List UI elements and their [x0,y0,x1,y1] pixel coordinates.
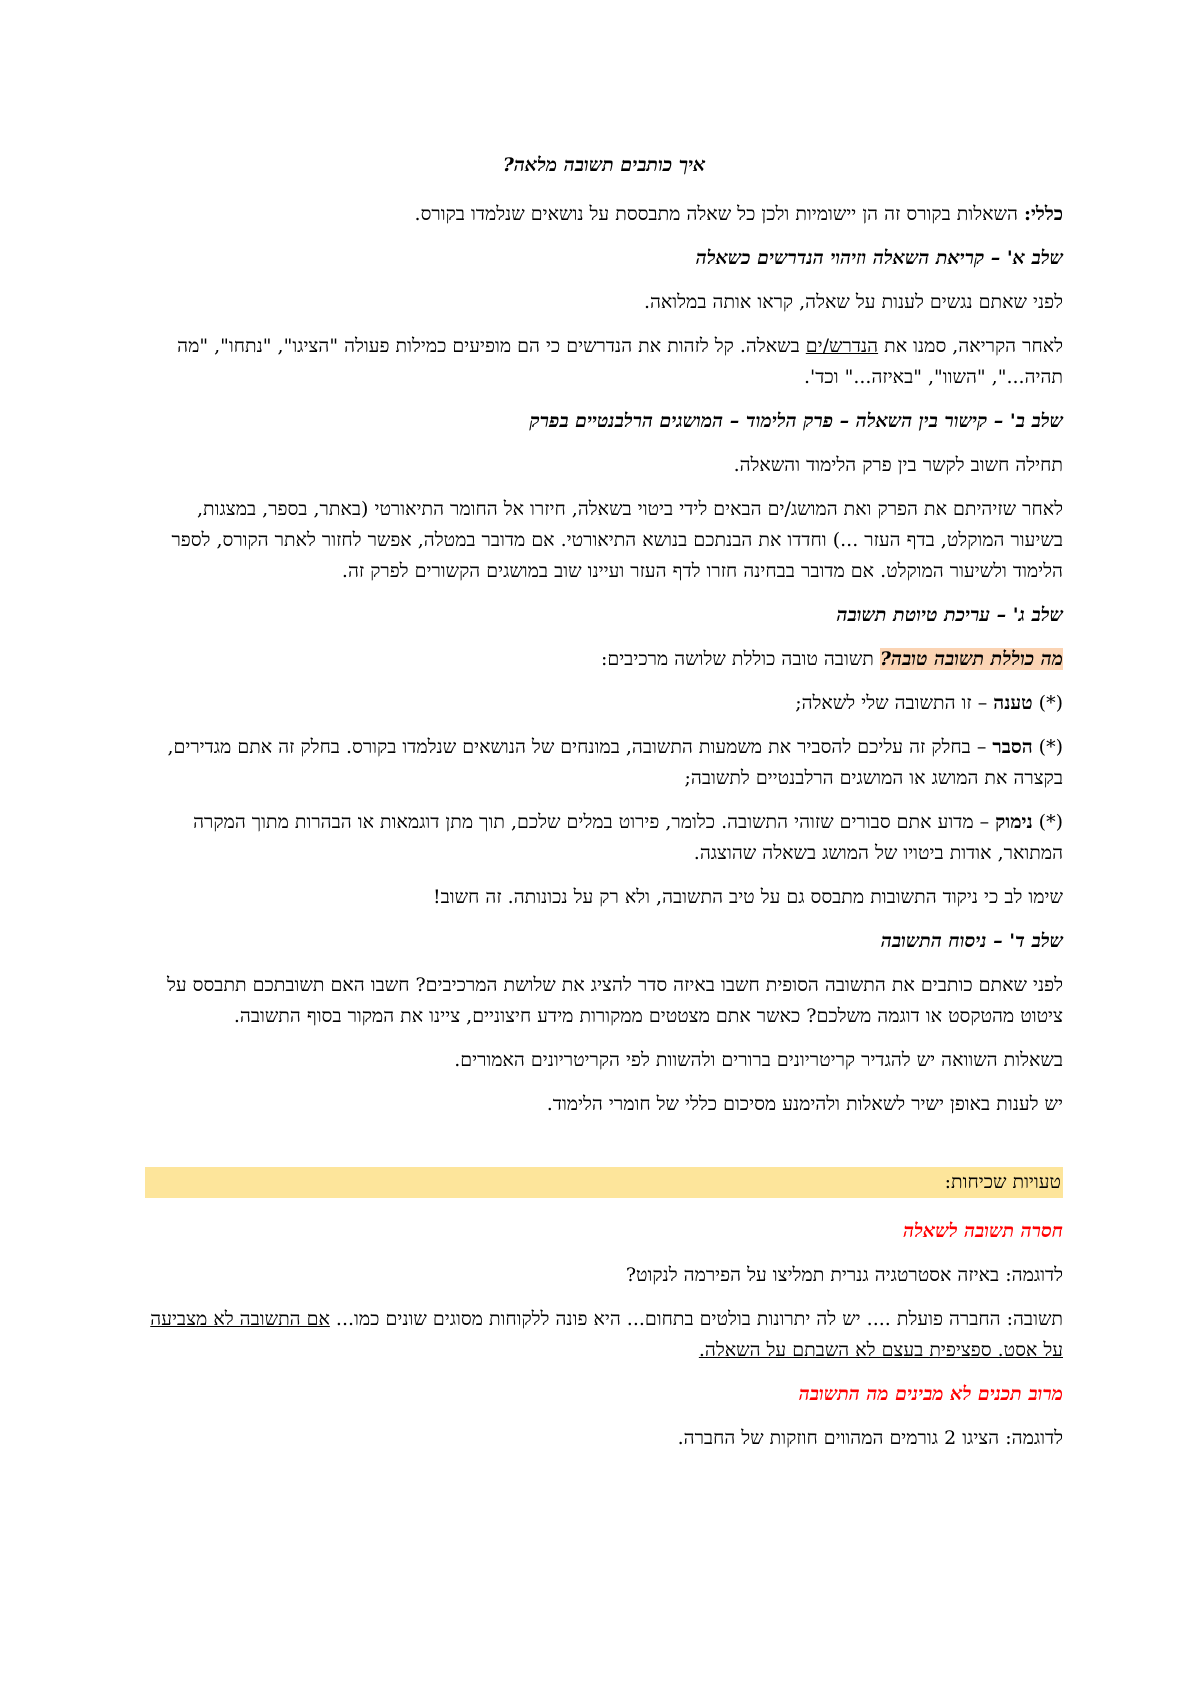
explanation-bullet: (*) [1032,736,1063,758]
stage-b-paragraph-1: תחילה חשוב לקשר בין פרק הלימוד והשאלה. [733,454,1063,476]
stage-d-paragraph-1: לפני שאתם כותבים את התשובה הסופית חשבו באיזה סדר להציג את שלושת המרכיבים? חשבו האם תשובתכם תתבסס על ציטוט מהטקסט או דוגמה משלכם? כאשר אתם מצטטים ממקורות מידע חיצוניים, ציינו את המקור בסוף התשובה. [167,974,1063,1027]
stage-a-paragraph-1: לפני שאתם נגשים לענות על שאלה, קראו אותה במלואה. [643,291,1063,313]
stage-a-text-before: לאחר הקריאה, סמנו את [878,335,1063,357]
page-title: איך כותבים תשובה מלאה? [502,154,706,176]
good-answer-paragraph [145,644,1063,675]
claim-text: – זו התשובה שלי לשאלה; [795,692,994,714]
general-paragraph [145,199,1063,230]
reasoning-bullet: (*) [1032,811,1063,833]
grading-note: שימו לב כי ניקוד התשובות מתבסס גם על טיב התשובה, ולא רק על נכונותה. זה חשוב! [433,886,1063,908]
explanation-item [145,732,1063,794]
stage-b-heading: שלב ב' – קישור בין השאלה – פרק הלימוד – המושגים הרלבנטיים בפרק [529,410,1063,432]
mistake-1-title: חסרה תשובה לשאלה [903,1220,1063,1242]
good-answer-highlight: מה כוללת תשובה טובה? [879,648,1063,670]
stage-b-paragraph-2: לאחר שזיהיתם את הפרק ואת המושג/ים הבאים לידי ביטוי בשאלה, חיזרו אל החומר התיאורטי (באתר, בספר, במצגות, בשיעור המוקלט, בדף העזר ...) וחדדו את הבנתכם בנושא התיאורטי. אם מדובר במטלה, אפשר לחזור לאתר הקורס, לספר הלימוד ולשיעור המוקלט. אם מדובר בבחינה חזרו לדף העזר ועיינו שוב במושגים הקשורים לפרק זה. [171,498,1063,582]
good-answer-text: תשובה טובה כוללת שלושה מרכיבים: [600,648,880,670]
claim-item [145,688,1063,719]
mistake-2-title: מרוב תכנים לא מבינים מה התשובה [798,1383,1063,1405]
general-text: השאלות בקורס זה הן יישומיות ולכן כל שאלה מתבססת על נושאים שנלמדו בקורס. [414,203,1024,225]
stage-a-underlined-term: הנדרש/ים [805,335,879,357]
claim-bullet: (*) [1032,692,1063,714]
general-label: כללי: [1023,203,1063,225]
mistake-1-example: לדוגמה: באיזה אסטרטגיה גנרית תמליצו על הפירמה לנקוט? [625,1264,1063,1286]
stage-d-heading: שלב ד' – ניסוח התשובה [880,930,1063,952]
mistake-2-example: לדוגמה: הציגו 2 גורמים המהווים חוזקות של החברה. [677,1427,1063,1449]
explanation-label: הסבר [992,736,1033,758]
claim-label: טענה [993,692,1033,714]
stage-a-paragraph-2 [145,331,1063,393]
reasoning-label: נימוק [995,811,1033,833]
reasoning-text: – מדוע אתם סבורים שזוהי התשובה. כלומר, פירוט במלים שלכם, תוך מתן דוגמאות או הבהרות מתוך המקרה המתואר, אודות ביטויו של המושג בשאלה שהוצגה. [193,811,1063,864]
stage-a-text-after: בשאלה. קל לזהות את הנדרשים כי הם מופיעים כמילות פעולה "הציגו", "נתחו", "מה תהיה...", "השוו", "באיזה..." וכד'. [177,335,1063,388]
mistake-1-answer-text: תשובה: החברה פועלת .... יש לה יתרונות בולטים בתחום... היא פונה ללקוחות מסוגים שונים כמו... [329,1308,1063,1330]
stage-d-paragraph-3: יש לענות באופן ישיר לשאלות ולהימנע מסיכום כללי של חומרי הלימוד. [546,1093,1063,1115]
stage-d-paragraph-2: בשאלות השוואה יש להגדיר קריטריונים ברורים ולהשוות לפי הקריטריונים האמורים. [454,1049,1063,1071]
reasoning-item [145,807,1063,869]
common-mistakes-heading: טעויות שכיחות: [145,1167,1063,1198]
stage-a-heading: שלב א' – קריאת השאלה וזיהוי הנדרשים כשאלה [695,247,1063,269]
explanation-text: – בחלק זה עליכם להסביר את משמעות התשובה, במונחים של הנושאים שנלמדו בקורס. בחלק זה אתם מגדירים, בקצרה את המושג או המושגים הרלבנטיים לתשובה; [167,736,1063,789]
document-page [145,150,1063,1467]
mistake-1-answer-underlined: אם התשובה לא מצביעה על אסט. ספציפית בעצם לא השבתם על השאלה. [150,1308,1063,1361]
mistake-1-answer [145,1304,1063,1366]
stage-c-heading: שלב ג' – עריכת טיוטת תשובה [836,604,1063,626]
